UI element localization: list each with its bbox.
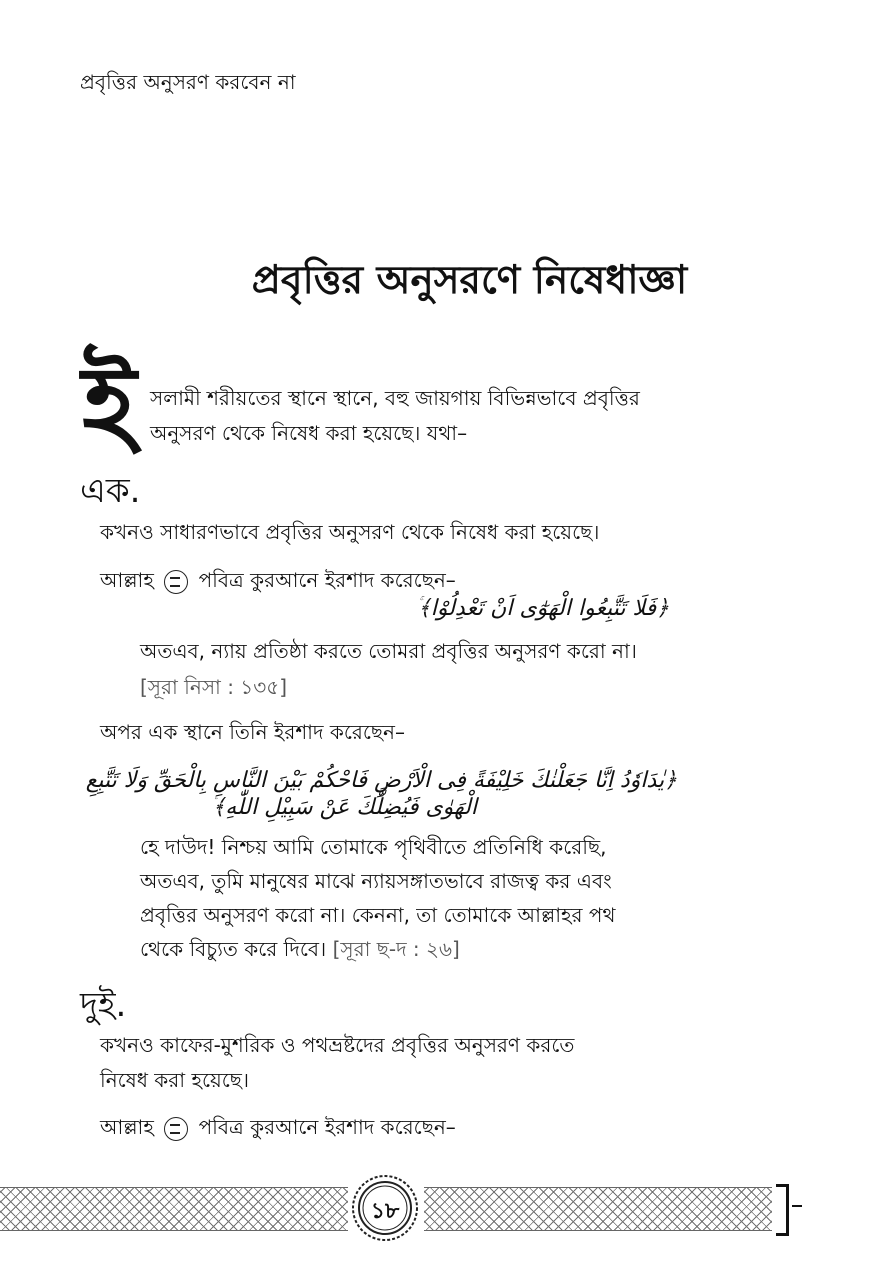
quote-intro-two-a: আল্লাহ: [100, 1115, 154, 1139]
section-one-text: কখনও সাধারণভাবে প্রবৃত্তির অনুসরণ থেকে নিষেধ করা হয়েছে।: [100, 520, 600, 544]
drop-cap: ই: [82, 343, 137, 465]
ornament-band-left: [0, 1187, 348, 1231]
quote-intro-one: [100, 566, 456, 599]
quote-intro-one-a: আল্লাহ: [100, 568, 154, 592]
page-footer: [0, 1172, 869, 1242]
section-heading-two: দুই.: [80, 985, 127, 1025]
arabic-verse-two-line-1: ﴿يٰدَاوٗدُ اِنَّا جَعَلْنٰكَ خَلِيْفَةً فِى الْاَرْضِ فَاحْكُمْ بَيْنَ النَّاسِ بِالْحَقِّ وَلَا تَتَّبِعِ: [85, 768, 677, 793]
page-number: ১৮: [370, 1199, 400, 1224]
chapter-title: প্রবৃত্তির অনুসরণে নিষেধাজ্ঞা: [251, 258, 688, 303]
translation-two-line-4: [140, 935, 460, 968]
section-two-text-line-1: কখনও কাফের-মুশরিক ও পথভ্রষ্টদের প্রবৃত্তির অনুসরণ করতে: [100, 1033, 575, 1057]
reference-one: [সূরা নিসা : ১৩৫]: [140, 675, 288, 699]
arabic-verse-one: [412, 596, 669, 621]
translation-two-line-1: হে দাউদ! নিশ্চয় আমি তোমাকে পৃথিবীতে প্রতিনিধি করেছি,: [140, 835, 607, 859]
bracket-ornament: [776, 1184, 789, 1236]
ornament-band-right: [424, 1187, 772, 1231]
running-head: প্রবৃত্তির অনুসরণ করবেন না: [80, 70, 296, 94]
honorific-icon: [164, 1117, 188, 1141]
section-heading-one: এক.: [80, 471, 141, 511]
translation-one: অতএব, ন্যায় প্রতিষ্ঠা করতে তোমরা প্রবৃত্তির অনুসরণ করো না।: [140, 639, 637, 663]
reference-two: [সূরা ছ-দ : ২৬]: [332, 937, 460, 961]
translation-two-line-3: প্রবৃত্তির অনুসরণ করো না। কেননা, তা তোমাকে আল্লাহর পথ: [140, 903, 616, 927]
bracket-dash: [792, 1205, 802, 1207]
quote-intro-one-b: পবিত্র কুরআনে ইরশাদ করেছেন–: [198, 568, 456, 592]
second-quote-intro: অপর এক স্থানে তিনি ইরশাদ করেছেন–: [100, 720, 405, 744]
section-two-text-line-2: নিষেধ করা হয়েছে।: [100, 1068, 250, 1092]
honorific-icon: [164, 570, 188, 594]
intro-line-1: সলামী শরীয়তের স্থানে স্থানে, বহু জায়গায় বিভিন্নভাবে প্রবৃত্তির: [150, 386, 640, 410]
arabic-verse-one-text: ﴿فَلَا تَتَّبِعُوا الْهَوٰٓى اَنْ تَعْدِلُوْا﴾: [417, 596, 669, 621]
intro-line-2: অনুসরণ থেকে নিষেধ করা হয়েছে। যথা–: [150, 421, 468, 445]
quote-intro-two-b: পবিত্র কুরআনে ইরশাদ করেছেন–: [198, 1115, 456, 1139]
arabic-verse-two-line-2: [206, 795, 477, 820]
arabic-verse-two-line-2-text: الْهَوٰى فَيُضِلَّكَ عَنْ سَبِيْلِ اللّٰهِ﴾: [212, 795, 477, 820]
translation-two-line-4-text: থেকে বিচ্যুত করে দিবে।: [140, 937, 327, 961]
quote-intro-two: [100, 1113, 456, 1146]
translation-two-line-2: অতএব, তুমি মানুষের মাঝে ন্যায়সঙ্গাতভাবে রাজত্ব কর এবং: [140, 869, 612, 893]
